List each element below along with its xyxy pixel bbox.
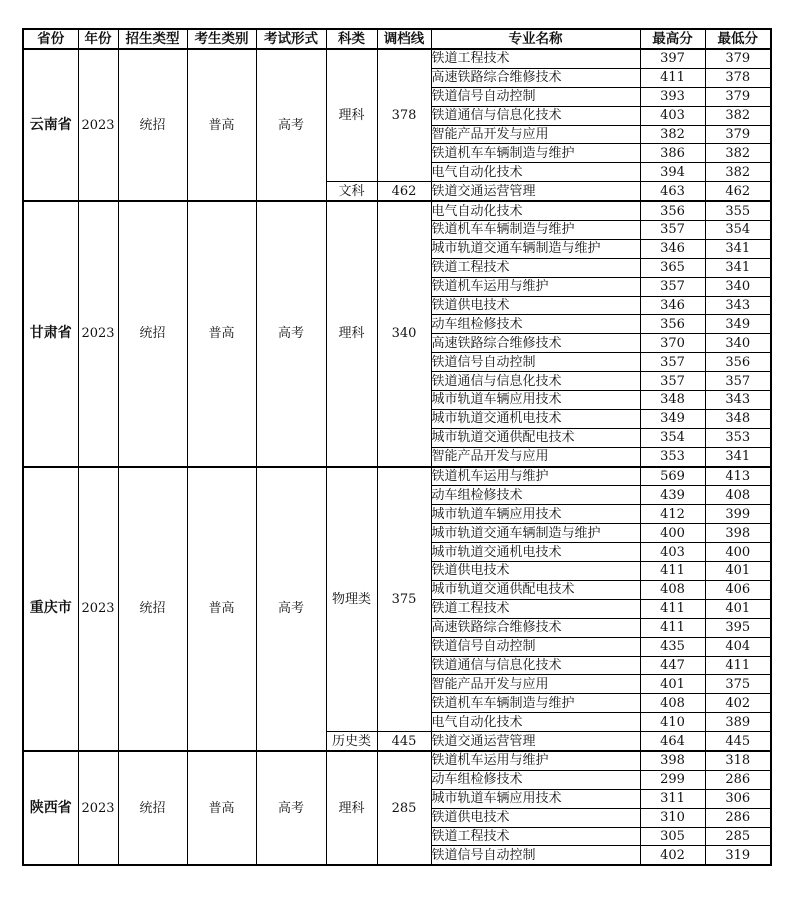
max-score-cell: 410: [640, 713, 705, 732]
min-score-cell: 379: [705, 125, 771, 144]
min-score-cell: 395: [705, 618, 771, 637]
major-name-cell: 电气自动化技术: [431, 201, 640, 220]
min-score-cell: 406: [705, 580, 771, 599]
major-name-cell: 高速铁路综合维修技术: [431, 68, 640, 87]
min-score-cell: 401: [705, 599, 771, 618]
min-score-cell: 404: [705, 637, 771, 656]
enroll-type-cell: 统招: [118, 751, 187, 865]
candidate-type-cell: 普高: [187, 751, 256, 865]
max-score-cell: 464: [640, 732, 705, 751]
min-score-cell: 356: [705, 353, 771, 372]
cutoff-line-cell: 445: [377, 732, 431, 751]
major-name-cell: 铁道供电技术: [431, 562, 640, 581]
min-score-cell: 399: [705, 505, 771, 524]
major-name-cell: 铁道交通运营管理: [431, 182, 640, 201]
max-score-cell: 403: [640, 106, 705, 125]
major-name-cell: 铁道通信与信息化技术: [431, 106, 640, 125]
min-score-cell: 445: [705, 732, 771, 751]
cutoff-line-cell: 378: [377, 49, 431, 182]
subject-category-cell: 理科: [326, 201, 377, 466]
max-score-cell: 397: [640, 49, 705, 68]
major-name-cell: 铁道供电技术: [431, 808, 640, 827]
min-score-cell: 343: [705, 296, 771, 315]
max-score-cell: 356: [640, 315, 705, 334]
max-score-cell: 403: [640, 543, 705, 562]
max-score-cell: 311: [640, 789, 705, 808]
year-cell: 2023: [78, 751, 118, 865]
header-candidate-type: 考生类别: [187, 29, 256, 49]
min-score-cell: 341: [705, 239, 771, 258]
min-score-cell: 382: [705, 144, 771, 163]
enroll-type-cell: 统招: [118, 467, 187, 751]
min-score-cell: 382: [705, 106, 771, 125]
subject-category-cell: 历史类: [326, 732, 377, 751]
major-name-cell: 城市轨道交通车辆制造与维护: [431, 524, 640, 543]
province-cell: 甘肃省: [23, 201, 78, 466]
major-name-cell: 电气自动化技术: [431, 163, 640, 182]
min-score-cell: 286: [705, 770, 771, 789]
max-score-cell: 408: [640, 580, 705, 599]
cutoff-line-cell: 340: [377, 201, 431, 466]
min-score-cell: 341: [705, 447, 771, 466]
min-score-cell: 402: [705, 694, 771, 713]
min-score-cell: 411: [705, 656, 771, 675]
major-name-cell: 城市轨道交通供配电技术: [431, 428, 640, 447]
cutoff-line-cell: 375: [377, 467, 431, 732]
header-subject-category: 科类: [326, 29, 377, 49]
candidate-type-cell: 普高: [187, 467, 256, 751]
major-name-cell: 铁道工程技术: [431, 827, 640, 846]
cutoff-line-cell: 285: [377, 751, 431, 865]
major-name-cell: 智能产品开发与应用: [431, 675, 640, 694]
subject-category-cell: 物理类: [326, 467, 377, 732]
year-cell: 2023: [78, 201, 118, 466]
major-name-cell: 动车组检修技术: [431, 315, 640, 334]
max-score-cell: 400: [640, 524, 705, 543]
enroll-type-cell: 统招: [118, 49, 187, 201]
major-name-cell: 高速铁路综合维修技术: [431, 618, 640, 637]
max-score-cell: 346: [640, 239, 705, 258]
min-score-cell: 319: [705, 846, 771, 865]
major-name-cell: 城市轨道交通车辆制造与维护: [431, 239, 640, 258]
max-score-cell: 354: [640, 428, 705, 447]
min-score-cell: 340: [705, 334, 771, 353]
max-score-cell: 357: [640, 372, 705, 391]
major-name-cell: 城市轨道车辆应用技术: [431, 789, 640, 808]
max-score-cell: 411: [640, 562, 705, 581]
min-score-cell: 413: [705, 467, 771, 486]
major-name-cell: 铁道通信与信息化技术: [431, 656, 640, 675]
min-score-cell: 379: [705, 87, 771, 106]
max-score-cell: 357: [640, 221, 705, 240]
subject-category-cell: 文科: [326, 182, 377, 201]
major-name-cell: 铁道通信与信息化技术: [431, 372, 640, 391]
header-row: [23, 29, 771, 49]
major-name-cell: 动车组检修技术: [431, 770, 640, 789]
min-score-cell: 343: [705, 391, 771, 410]
major-name-cell: 城市轨道交通机电技术: [431, 543, 640, 562]
major-name-cell: 铁道机车车辆制造与维护: [431, 221, 640, 240]
min-score-cell: 462: [705, 182, 771, 201]
major-name-cell: 铁道工程技术: [431, 49, 640, 68]
min-score-cell: 379: [705, 49, 771, 68]
major-name-cell: 城市轨道交通机电技术: [431, 409, 640, 428]
province-cell: 陕西省: [23, 751, 78, 865]
max-score-cell: 411: [640, 618, 705, 637]
major-name-cell: 电气自动化技术: [431, 713, 640, 732]
province-cell: 云南省: [23, 49, 78, 201]
major-name-cell: 铁道供电技术: [431, 296, 640, 315]
max-score-cell: 299: [640, 770, 705, 789]
cutoff-line-cell: 462: [377, 182, 431, 201]
max-score-cell: 370: [640, 334, 705, 353]
max-score-cell: 439: [640, 486, 705, 505]
min-score-cell: 354: [705, 221, 771, 240]
max-score-cell: 357: [640, 353, 705, 372]
max-score-cell: 411: [640, 68, 705, 87]
max-score-cell: 569: [640, 467, 705, 486]
max-score-cell: 305: [640, 827, 705, 846]
major-name-cell: 铁道信号自动控制: [431, 637, 640, 656]
table-row: [23, 467, 771, 486]
major-name-cell: 铁道信号自动控制: [431, 846, 640, 865]
enroll-type-cell: 统招: [118, 201, 187, 466]
major-name-cell: 铁道机车车辆制造与维护: [431, 694, 640, 713]
min-score-cell: 349: [705, 315, 771, 334]
min-score-cell: 355: [705, 201, 771, 220]
major-name-cell: 智能产品开发与应用: [431, 447, 640, 466]
candidate-type-cell: 普高: [187, 49, 256, 201]
major-name-cell: 城市轨道交通供配电技术: [431, 580, 640, 599]
min-score-cell: 341: [705, 258, 771, 277]
major-name-cell: 铁道交通运营管理: [431, 732, 640, 751]
min-score-cell: 306: [705, 789, 771, 808]
exam-form-cell: 高考: [256, 49, 326, 201]
major-name-cell: 城市轨道车辆应用技术: [431, 391, 640, 410]
max-score-cell: 411: [640, 599, 705, 618]
max-score-cell: 435: [640, 637, 705, 656]
header-major-name: 专业名称: [431, 29, 640, 49]
max-score-cell: 393: [640, 87, 705, 106]
exam-form-cell: 高考: [256, 751, 326, 865]
min-score-cell: 382: [705, 163, 771, 182]
max-score-cell: 386: [640, 144, 705, 163]
table-body: [23, 49, 771, 865]
admission-scores-table: [22, 28, 772, 866]
header-cutoff-line: 调档线: [377, 29, 431, 49]
candidate-type-cell: 普高: [187, 201, 256, 466]
min-score-cell: 285: [705, 827, 771, 846]
max-score-cell: 402: [640, 846, 705, 865]
header-min-score: 最低分: [705, 29, 771, 49]
header-exam-form: 考试形式: [256, 29, 326, 49]
major-name-cell: 铁道信号自动控制: [431, 353, 640, 372]
max-score-cell: 401: [640, 675, 705, 694]
major-name-cell: 铁道工程技术: [431, 599, 640, 618]
header-year: 年份: [78, 29, 118, 49]
header-province: 省份: [23, 29, 78, 49]
max-score-cell: 357: [640, 277, 705, 296]
major-name-cell: 铁道工程技术: [431, 258, 640, 277]
max-score-cell: 348: [640, 391, 705, 410]
table-row: [23, 49, 771, 68]
min-score-cell: 401: [705, 562, 771, 581]
min-score-cell: 389: [705, 713, 771, 732]
max-score-cell: 382: [640, 125, 705, 144]
header-enroll-type: 招生类型: [118, 29, 187, 49]
max-score-cell: 408: [640, 694, 705, 713]
max-score-cell: 356: [640, 201, 705, 220]
exam-form-cell: 高考: [256, 467, 326, 751]
major-name-cell: 高速铁路综合维修技术: [431, 334, 640, 353]
min-score-cell: 340: [705, 277, 771, 296]
max-score-cell: 365: [640, 258, 705, 277]
exam-form-cell: 高考: [256, 201, 326, 466]
max-score-cell: 398: [640, 751, 705, 770]
year-cell: 2023: [78, 49, 118, 201]
table-row: [23, 751, 771, 770]
major-name-cell: 铁道信号自动控制: [431, 87, 640, 106]
max-score-cell: 394: [640, 163, 705, 182]
min-score-cell: 408: [705, 486, 771, 505]
min-score-cell: 378: [705, 68, 771, 87]
major-name-cell: 铁道机车运用与维护: [431, 277, 640, 296]
max-score-cell: 349: [640, 409, 705, 428]
major-name-cell: 铁道机车车辆制造与维护: [431, 144, 640, 163]
max-score-cell: 447: [640, 656, 705, 675]
subject-category-cell: 理科: [326, 751, 377, 865]
max-score-cell: 463: [640, 182, 705, 201]
major-name-cell: 城市轨道车辆应用技术: [431, 505, 640, 524]
max-score-cell: 412: [640, 505, 705, 524]
major-name-cell: 铁道机车运用与维护: [431, 467, 640, 486]
header-max-score: 最高分: [640, 29, 705, 49]
major-name-cell: 智能产品开发与应用: [431, 125, 640, 144]
min-score-cell: 357: [705, 372, 771, 391]
max-score-cell: 346: [640, 296, 705, 315]
subject-category-cell: 理科: [326, 49, 377, 182]
major-name-cell: 铁道机车运用与维护: [431, 751, 640, 770]
table-row: [23, 201, 771, 220]
year-cell: 2023: [78, 467, 118, 751]
major-name-cell: 动车组检修技术: [431, 486, 640, 505]
min-score-cell: 400: [705, 543, 771, 562]
min-score-cell: 398: [705, 524, 771, 543]
max-score-cell: 310: [640, 808, 705, 827]
province-cell: 重庆市: [23, 467, 78, 751]
min-score-cell: 318: [705, 751, 771, 770]
min-score-cell: 286: [705, 808, 771, 827]
min-score-cell: 375: [705, 675, 771, 694]
min-score-cell: 348: [705, 409, 771, 428]
max-score-cell: 353: [640, 447, 705, 466]
min-score-cell: 353: [705, 428, 771, 447]
